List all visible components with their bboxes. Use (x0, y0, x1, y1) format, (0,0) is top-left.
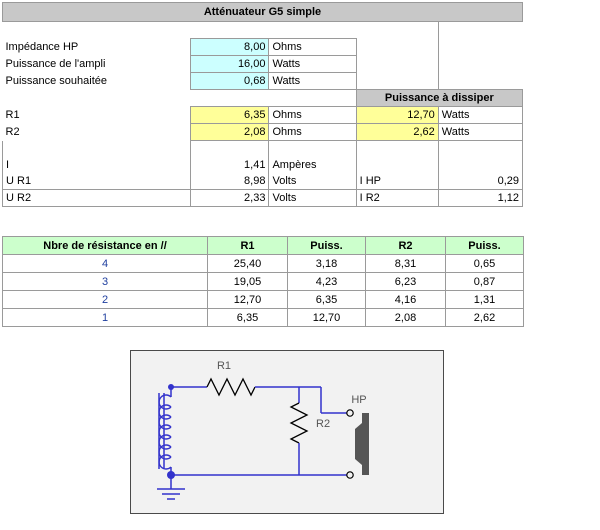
cell-puiss1: 4,23 (288, 273, 366, 291)
value-ur2: 2,33 (191, 190, 269, 207)
row-label-ur2: U R2 (3, 190, 191, 207)
terminal-top (347, 410, 353, 416)
table-row-ur2 (3, 190, 523, 207)
label-r1: R1 (216, 360, 232, 372)
row-label-i: I (3, 157, 191, 173)
cell-puiss2: 1,31 (446, 291, 524, 309)
col-header-count: Nbre de résistance en // (3, 237, 208, 255)
row-label-r2: R2 (5, 126, 20, 138)
value-r2: 2,08 (191, 124, 269, 141)
dissipation-header: Puissance à dissiper (356, 90, 522, 107)
cell-puiss1: 6,35 (288, 291, 366, 309)
col-header-r1: R1 (208, 237, 288, 255)
power-unit-r1: Watts (438, 107, 522, 124)
row-label-ihp: I HP (356, 173, 438, 190)
cell-r2: 4,16 (366, 291, 446, 309)
table-row-impedance (3, 39, 523, 56)
row-label-puissance-ampli: Puissance de l'ampli (5, 58, 106, 70)
table-row-current (3, 157, 523, 173)
value-r1: 6,35 (191, 107, 269, 124)
label-hp: HP (351, 394, 367, 406)
unit-i: Ampères (269, 157, 356, 173)
input-puissance-ampli[interactable]: 16,00 (191, 56, 269, 73)
spacer-row-2 (3, 141, 523, 158)
resistor-r1 (207, 379, 255, 395)
label-r2: R2 (316, 418, 331, 430)
speaker-body (362, 413, 369, 475)
circuit-svg (131, 351, 441, 511)
cell-count: 2 (3, 291, 208, 309)
value-ur1: 8,98 (191, 173, 269, 190)
row-label-ur1: U R1 (3, 173, 191, 190)
table-row (3, 291, 524, 309)
value-i-extra (438, 157, 522, 173)
parallel-resistors-table (2, 236, 524, 327)
cell-count: 1 (3, 309, 208, 327)
col-header-puiss1: Puiss. (288, 237, 366, 255)
circuit-schematic (130, 350, 444, 514)
cell-puiss1: 3,18 (288, 255, 366, 273)
col-header-puiss2: Puiss. (446, 237, 524, 255)
input-impedance-hp[interactable]: 8,00 (191, 39, 269, 56)
dissipation-header-row (3, 90, 523, 107)
unit-puissance-ampli: Watts (269, 56, 356, 73)
table-row-ur1 (3, 173, 523, 190)
power-unit-r2: Watts (438, 124, 522, 141)
table-row-r2 (3, 124, 523, 141)
table-row-puissance-ampli (3, 56, 523, 73)
node-dot-top (168, 384, 174, 390)
table-row-r1 (3, 107, 523, 124)
col-header-r2: R2 (366, 237, 446, 255)
table-row-puissance-souhaitee (3, 73, 523, 90)
main-parameters-table (2, 2, 523, 207)
spacer-row (3, 22, 523, 39)
page-title: Atténuateur G5 simple (3, 3, 523, 22)
row-label-ir2: I R2 (356, 190, 438, 207)
cell-r1: 25,40 (208, 255, 288, 273)
unit-ur2: Volts (269, 190, 356, 207)
cell-puiss2: 0,65 (446, 255, 524, 273)
value-ir2: 1,12 (438, 190, 522, 207)
row-label-puissance-souhaitee: Puissance souhaitée (5, 75, 108, 87)
table-header-row (3, 237, 524, 255)
title-row (3, 3, 523, 22)
power-r1: 12,70 (356, 107, 438, 124)
cell-puiss2: 0,87 (446, 273, 524, 291)
unit-impedance: Ohms (269, 39, 356, 56)
cell-puiss2: 2,62 (446, 309, 524, 327)
row-label-i-extra (356, 157, 438, 173)
speaker-cone (355, 423, 362, 465)
cell-r1: 12,70 (208, 291, 288, 309)
terminal-bottom (347, 472, 353, 478)
unit-ur1: Volts (269, 173, 356, 190)
power-r2: 2,62 (356, 124, 438, 141)
row-label-impedance: Impédance HP (5, 41, 79, 53)
value-i: 1,41 (191, 157, 269, 173)
unit-r2: Ohms (269, 124, 356, 141)
table-row (3, 309, 524, 327)
unit-puissance-souhaitee: Watts (269, 73, 356, 90)
value-ihp: 0,29 (438, 173, 522, 190)
resistor-r2 (291, 403, 307, 443)
unit-r1: Ohms (269, 107, 356, 124)
cell-r2: 6,23 (366, 273, 446, 291)
cell-count: 3 (3, 273, 208, 291)
row-label-r1: R1 (5, 109, 20, 121)
cell-r2: 2,08 (366, 309, 446, 327)
cell-puiss1: 12,70 (288, 309, 366, 327)
cell-r1: 6,35 (208, 309, 288, 327)
table-row (3, 273, 524, 291)
table-row (3, 255, 524, 273)
input-puissance-souhaitee[interactable]: 0,68 (191, 73, 269, 90)
cell-r1: 19,05 (208, 273, 288, 291)
cell-r2: 8,31 (366, 255, 446, 273)
cell-count: 4 (3, 255, 208, 273)
